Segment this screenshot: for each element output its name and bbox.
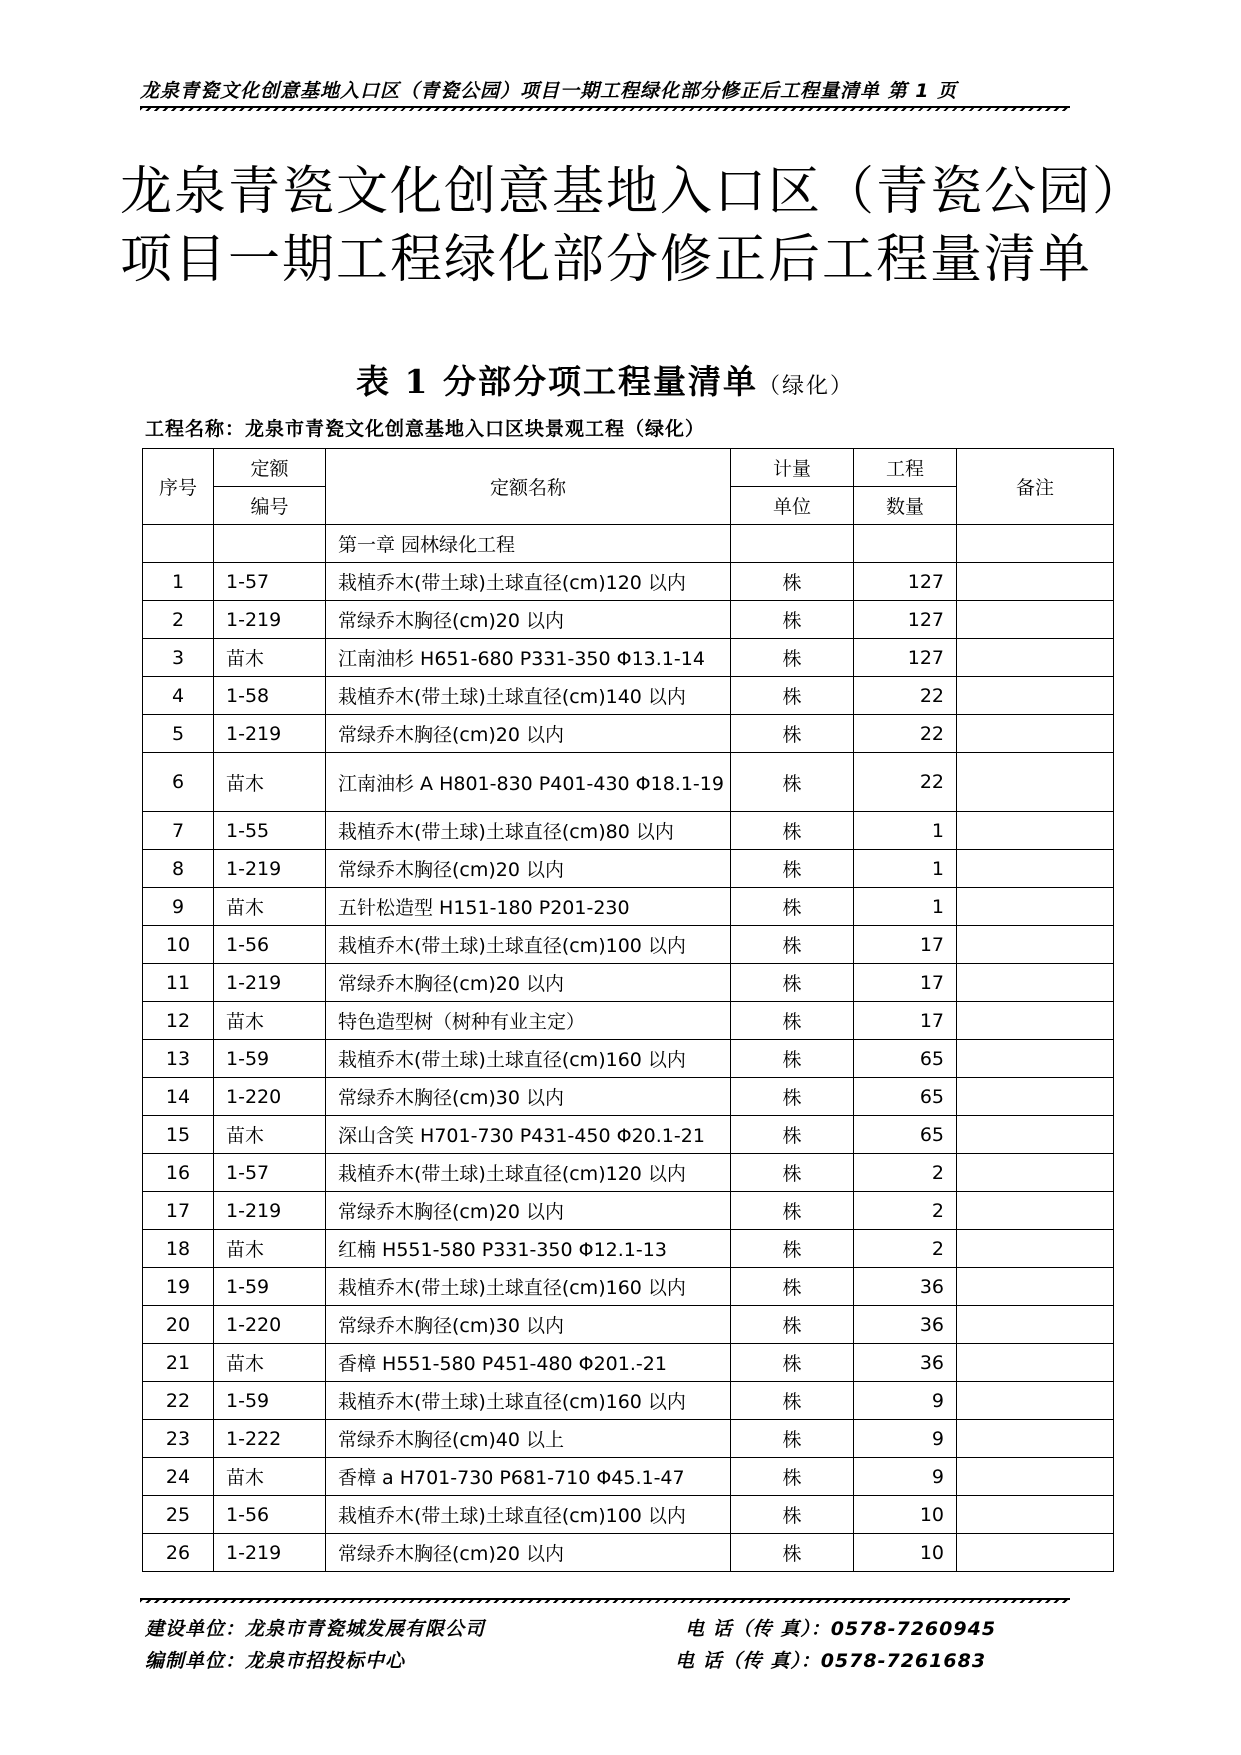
col-quota-header-top: 定额 bbox=[214, 449, 326, 487]
footer-builder-tel: 电 话（传 真）：0578-7260945 bbox=[685, 1618, 997, 1640]
cell-quota-name: 深山含笑 H701-730 P431-450 Φ20.1-21 bbox=[326, 1116, 731, 1154]
cell-quota-code: 1-59 bbox=[214, 1268, 326, 1306]
table-row bbox=[143, 1344, 1114, 1382]
cell-remark bbox=[957, 1268, 1114, 1306]
cell-quantity: 65 bbox=[854, 1078, 957, 1116]
cell-quota-name: 栽植乔木(带土球)土球直径(cm)160 以内 bbox=[326, 1040, 731, 1078]
cell-unit: 株 bbox=[731, 1458, 854, 1496]
table-row bbox=[143, 1230, 1114, 1268]
table-row bbox=[143, 1458, 1114, 1496]
table-row bbox=[143, 1382, 1114, 1420]
cell-seq: 15 bbox=[143, 1116, 214, 1154]
cell-quota-code: 1-55 bbox=[214, 812, 326, 850]
table-row bbox=[143, 1420, 1114, 1458]
cell-quota-code: 1-57 bbox=[214, 563, 326, 601]
cell-seq: 1 bbox=[143, 563, 214, 601]
table-row bbox=[143, 850, 1114, 888]
col-remark-header: 备注 bbox=[957, 449, 1114, 525]
cell-quota-code: 1-219 bbox=[214, 1534, 326, 1572]
table-row bbox=[143, 1496, 1114, 1534]
cell-unit: 株 bbox=[731, 1078, 854, 1116]
chapter-unit-cell bbox=[731, 525, 854, 563]
cell-seq: 11 bbox=[143, 964, 214, 1002]
cell-quantity: 65 bbox=[854, 1116, 957, 1154]
cell-unit: 株 bbox=[731, 850, 854, 888]
cell-quota-code: 1-219 bbox=[214, 1192, 326, 1230]
table-row bbox=[143, 639, 1114, 677]
cell-quota-name: 栽植乔木(带土球)土球直径(cm)100 以内 bbox=[326, 1496, 731, 1534]
table-row bbox=[143, 1268, 1114, 1306]
cell-quantity: 9 bbox=[854, 1420, 957, 1458]
cell-quota-code: 苗木 bbox=[214, 1230, 326, 1268]
cell-seq: 20 bbox=[143, 1306, 214, 1344]
cell-quantity: 1 bbox=[854, 888, 957, 926]
cell-remark bbox=[957, 715, 1114, 753]
cell-remark bbox=[957, 1458, 1114, 1496]
table-row bbox=[143, 1002, 1114, 1040]
cell-quota-code: 苗木 bbox=[214, 1344, 326, 1382]
cell-quota-code: 1-219 bbox=[214, 715, 326, 753]
cell-quota-code: 1-56 bbox=[214, 1496, 326, 1534]
table-row bbox=[143, 677, 1114, 715]
cell-quantity: 22 bbox=[854, 715, 957, 753]
table-row bbox=[143, 601, 1114, 639]
cell-quota-code: 1-220 bbox=[214, 1078, 326, 1116]
cell-quota-name: 栽植乔木(带土球)土球直径(cm)120 以内 bbox=[326, 563, 731, 601]
cell-remark bbox=[957, 753, 1114, 812]
cell-unit: 株 bbox=[731, 1382, 854, 1420]
table-row bbox=[143, 1534, 1114, 1572]
cell-quota-code: 苗木 bbox=[214, 639, 326, 677]
cell-remark bbox=[957, 926, 1114, 964]
quantity-table bbox=[142, 448, 1114, 1572]
cell-quantity: 2 bbox=[854, 1154, 957, 1192]
col-unit-header-top: 计量 bbox=[731, 449, 854, 487]
cell-remark bbox=[957, 1230, 1114, 1268]
cell-quantity: 65 bbox=[854, 1040, 957, 1078]
cell-unit: 株 bbox=[731, 964, 854, 1002]
cell-quota-name: 五针松造型 H151-180 P201-230 bbox=[326, 888, 731, 926]
cell-unit: 株 bbox=[731, 926, 854, 964]
table-row bbox=[143, 1116, 1114, 1154]
cell-remark bbox=[957, 563, 1114, 601]
cell-unit: 株 bbox=[731, 1154, 854, 1192]
cell-seq: 5 bbox=[143, 715, 214, 753]
cell-quota-code: 1-56 bbox=[214, 926, 326, 964]
cell-quantity: 2 bbox=[854, 1230, 957, 1268]
table-header bbox=[143, 449, 1114, 525]
cell-quantity: 17 bbox=[854, 926, 957, 964]
chapter-code-cell bbox=[214, 525, 326, 563]
footer-rule bbox=[140, 1598, 1070, 1603]
table-row bbox=[143, 1078, 1114, 1116]
cell-unit: 株 bbox=[731, 753, 854, 812]
cell-seq: 22 bbox=[143, 1382, 214, 1420]
chapter-seq-cell bbox=[143, 525, 214, 563]
table-row bbox=[143, 1040, 1114, 1078]
cell-quantity: 36 bbox=[854, 1306, 957, 1344]
document-title-line1: 龙泉青瓷文化创意基地入口区（青瓷公园） bbox=[120, 162, 1147, 222]
table-row bbox=[143, 715, 1114, 753]
table-title-sub: （绿化） bbox=[757, 374, 854, 399]
cell-quota-code: 1-58 bbox=[214, 677, 326, 715]
cell-quota-code: 1-59 bbox=[214, 1382, 326, 1420]
cell-unit: 株 bbox=[731, 1268, 854, 1306]
cell-quota-name: 常绿乔木胸径(cm)30 以内 bbox=[326, 1306, 731, 1344]
cell-remark bbox=[957, 1306, 1114, 1344]
cell-seq: 19 bbox=[143, 1268, 214, 1306]
cell-seq: 23 bbox=[143, 1420, 214, 1458]
footer-compiler: 编制单位：龙泉市招投标中心 bbox=[145, 1650, 406, 1672]
cell-quantity: 10 bbox=[854, 1496, 957, 1534]
table-row bbox=[143, 888, 1114, 926]
cell-quantity: 2 bbox=[854, 1192, 957, 1230]
cell-seq: 17 bbox=[143, 1192, 214, 1230]
cell-unit: 株 bbox=[731, 563, 854, 601]
cell-remark bbox=[957, 888, 1114, 926]
table-row bbox=[143, 812, 1114, 850]
cell-unit: 株 bbox=[731, 1002, 854, 1040]
cell-remark bbox=[957, 964, 1114, 1002]
cell-quota-name: 香樟 a H701-730 P681-710 Φ45.1-47 bbox=[326, 1458, 731, 1496]
cell-unit: 株 bbox=[731, 639, 854, 677]
cell-quantity: 127 bbox=[854, 601, 957, 639]
cell-unit: 株 bbox=[731, 812, 854, 850]
cell-remark bbox=[957, 1154, 1114, 1192]
cell-quota-name: 栽植乔木(带土球)土球直径(cm)100 以内 bbox=[326, 926, 731, 964]
cell-unit: 株 bbox=[731, 1230, 854, 1268]
col-name-header: 定额名称 bbox=[326, 449, 731, 525]
cell-seq: 10 bbox=[143, 926, 214, 964]
cell-unit: 株 bbox=[731, 715, 854, 753]
cell-seq: 18 bbox=[143, 1230, 214, 1268]
cell-remark bbox=[957, 850, 1114, 888]
cell-seq: 3 bbox=[143, 639, 214, 677]
cell-seq: 26 bbox=[143, 1534, 214, 1572]
table-body bbox=[143, 525, 1114, 1572]
chapter-qty-cell bbox=[854, 525, 957, 563]
cell-quota-name: 常绿乔木胸径(cm)20 以内 bbox=[326, 964, 731, 1002]
cell-quota-code: 1-219 bbox=[214, 601, 326, 639]
table-title-main: 表 1 分部分项工程量清单 bbox=[356, 362, 758, 401]
cell-unit: 株 bbox=[731, 1534, 854, 1572]
cell-remark bbox=[957, 812, 1114, 850]
table-row bbox=[143, 1192, 1114, 1230]
cell-remark bbox=[957, 677, 1114, 715]
cell-unit: 株 bbox=[731, 1040, 854, 1078]
cell-remark bbox=[957, 1420, 1114, 1458]
cell-quota-name: 香樟 H551-580 P451-480 Φ201.-21 bbox=[326, 1344, 731, 1382]
cell-seq: 9 bbox=[143, 888, 214, 926]
cell-quantity: 17 bbox=[854, 1002, 957, 1040]
cell-quota-name: 栽植乔木(带土球)土球直径(cm)80 以内 bbox=[326, 812, 731, 850]
cell-seq: 25 bbox=[143, 1496, 214, 1534]
cell-remark bbox=[957, 1116, 1114, 1154]
table-title bbox=[140, 356, 1070, 403]
cell-quota-code: 苗木 bbox=[214, 888, 326, 926]
cell-quantity: 10 bbox=[854, 1534, 957, 1572]
footer-compiler-tel: 电 话（传 真）：0578-7261683 bbox=[675, 1650, 987, 1672]
cell-unit: 株 bbox=[731, 1344, 854, 1382]
cell-quota-name: 常绿乔木胸径(cm)20 以内 bbox=[326, 850, 731, 888]
table-row bbox=[143, 1154, 1114, 1192]
cell-quota-name: 栽植乔木(带土球)土球直径(cm)140 以内 bbox=[326, 677, 731, 715]
document-title-line2: 项目一期工程绿化部分修正后工程量清单 bbox=[120, 230, 1093, 290]
cell-quota-name: 栽植乔木(带土球)土球直径(cm)120 以内 bbox=[326, 1154, 731, 1192]
cell-quota-code: 1-57 bbox=[214, 1154, 326, 1192]
cell-unit: 株 bbox=[731, 1420, 854, 1458]
cell-quota-name: 特色造型树（树种有业主定） bbox=[326, 1002, 731, 1040]
header-rule bbox=[140, 106, 1070, 111]
cell-quota-name: 常绿乔木胸径(cm)40 以上 bbox=[326, 1420, 731, 1458]
cell-remark bbox=[957, 1078, 1114, 1116]
cell-quantity: 36 bbox=[854, 1344, 957, 1382]
cell-quota-name: 常绿乔木胸径(cm)20 以内 bbox=[326, 1534, 731, 1572]
cell-quota-code: 苗木 bbox=[214, 753, 326, 812]
cell-quota-name: 栽植乔木(带土球)土球直径(cm)160 以内 bbox=[326, 1382, 731, 1420]
cell-quantity: 22 bbox=[854, 677, 957, 715]
cell-quota-code: 1-59 bbox=[214, 1040, 326, 1078]
footer-compiler-line bbox=[145, 1646, 987, 1673]
cell-seq: 2 bbox=[143, 601, 214, 639]
cell-quantity: 127 bbox=[854, 639, 957, 677]
footer-builder: 建设单位：龙泉市青瓷城发展有限公司 bbox=[145, 1618, 486, 1640]
cell-unit: 株 bbox=[731, 888, 854, 926]
cell-seq: 21 bbox=[143, 1344, 214, 1382]
cell-quantity: 9 bbox=[854, 1458, 957, 1496]
cell-quota-code: 1-222 bbox=[214, 1420, 326, 1458]
cell-seq: 12 bbox=[143, 1002, 214, 1040]
cell-unit: 株 bbox=[731, 677, 854, 715]
table-row bbox=[143, 753, 1114, 812]
col-unit-header-bottom: 单位 bbox=[731, 487, 854, 525]
cell-seq: 4 bbox=[143, 677, 214, 715]
cell-quantity: 36 bbox=[854, 1268, 957, 1306]
col-seq-header: 序号 bbox=[143, 449, 214, 525]
cell-quota-name: 栽植乔木(带土球)土球直径(cm)160 以内 bbox=[326, 1268, 731, 1306]
table-row bbox=[143, 563, 1114, 601]
col-quota-header-bottom: 编号 bbox=[214, 487, 326, 525]
cell-seq: 13 bbox=[143, 1040, 214, 1078]
page-header: 龙泉青瓷文化创意基地入口区（青瓷公园）项目一期工程绿化部分修正后工程量清单 第 1 页 bbox=[140, 80, 958, 102]
cell-quantity: 17 bbox=[854, 964, 957, 1002]
cell-remark bbox=[957, 639, 1114, 677]
cell-quota-name: 常绿乔木胸径(cm)20 以内 bbox=[326, 601, 731, 639]
cell-quota-name: 红楠 H551-580 P331-350 Φ12.1-13 bbox=[326, 1230, 731, 1268]
cell-quantity: 9 bbox=[854, 1382, 957, 1420]
cell-unit: 株 bbox=[731, 1116, 854, 1154]
cell-quota-code: 苗木 bbox=[214, 1458, 326, 1496]
cell-remark bbox=[957, 1534, 1114, 1572]
cell-quota-code: 1-220 bbox=[214, 1306, 326, 1344]
cell-quota-code: 1-219 bbox=[214, 964, 326, 1002]
cell-seq: 8 bbox=[143, 850, 214, 888]
table-row bbox=[143, 926, 1114, 964]
cell-remark bbox=[957, 1344, 1114, 1382]
cell-quantity: 22 bbox=[854, 753, 957, 812]
chapter-row bbox=[143, 525, 1114, 563]
cell-remark bbox=[957, 1382, 1114, 1420]
cell-quantity: 1 bbox=[854, 812, 957, 850]
cell-quantity: 1 bbox=[854, 850, 957, 888]
cell-quota-code: 1-219 bbox=[214, 850, 326, 888]
chapter-remark-cell bbox=[957, 525, 1114, 563]
cell-remark bbox=[957, 1496, 1114, 1534]
table-row bbox=[143, 964, 1114, 1002]
cell-quota-name: 常绿乔木胸径(cm)20 以内 bbox=[326, 715, 731, 753]
cell-seq: 6 bbox=[143, 753, 214, 812]
cell-quota-name: 常绿乔木胸径(cm)20 以内 bbox=[326, 1192, 731, 1230]
cell-quota-name: 江南油杉 H651-680 P331-350 Φ13.1-14 bbox=[326, 639, 731, 677]
cell-seq: 7 bbox=[143, 812, 214, 850]
cell-unit: 株 bbox=[731, 1496, 854, 1534]
cell-remark bbox=[957, 601, 1114, 639]
chapter-title: 第一章 园林绿化工程 bbox=[326, 525, 731, 563]
cell-seq: 14 bbox=[143, 1078, 214, 1116]
col-qty-header-bottom: 数量 bbox=[854, 487, 957, 525]
col-qty-header-top: 工程 bbox=[854, 449, 957, 487]
cell-quantity: 127 bbox=[854, 563, 957, 601]
table-row bbox=[143, 1306, 1114, 1344]
footer-builder-line bbox=[145, 1614, 997, 1641]
cell-unit: 株 bbox=[731, 1192, 854, 1230]
cell-remark bbox=[957, 1192, 1114, 1230]
cell-unit: 株 bbox=[731, 1306, 854, 1344]
cell-unit: 株 bbox=[731, 601, 854, 639]
cell-quota-name: 常绿乔木胸径(cm)30 以内 bbox=[326, 1078, 731, 1116]
cell-quota-code: 苗木 bbox=[214, 1002, 326, 1040]
cell-seq: 16 bbox=[143, 1154, 214, 1192]
cell-quota-name: 江南油杉 A H801-830 P401-430 Φ18.1-19 bbox=[326, 753, 731, 812]
project-name: 工程名称：龙泉市青瓷文化创意基地入口区块景观工程（绿化） bbox=[145, 418, 706, 440]
cell-remark bbox=[957, 1002, 1114, 1040]
cell-remark bbox=[957, 1040, 1114, 1078]
cell-seq: 24 bbox=[143, 1458, 214, 1496]
cell-quota-code: 苗木 bbox=[214, 1116, 326, 1154]
